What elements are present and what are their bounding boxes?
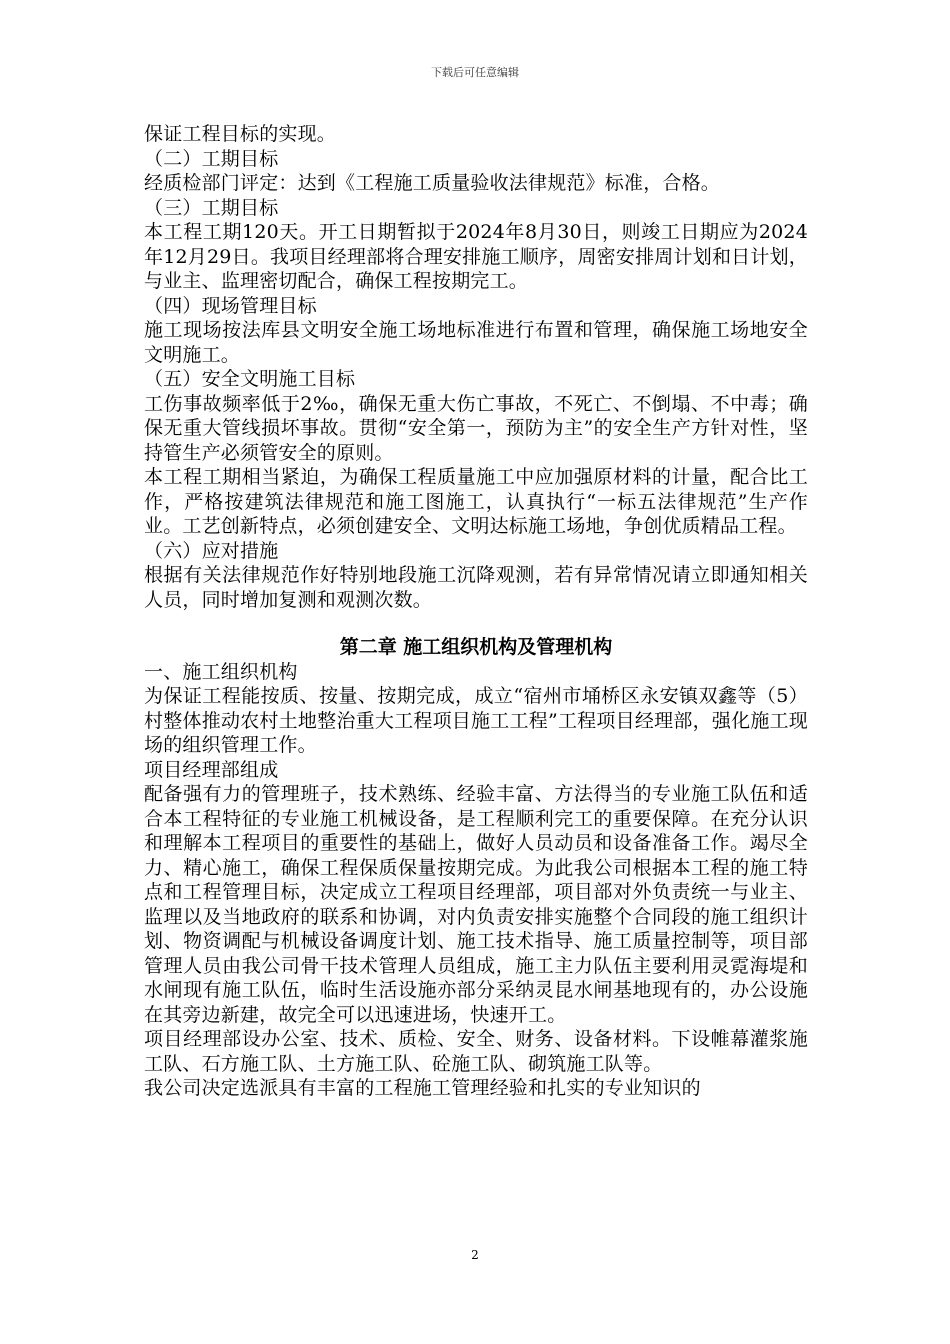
- paragraph: 施工现场按法库县文明安全施工场地标准进行布置和管理，确保施工场地安全文明施工。: [144, 319, 808, 366]
- section-heading: 一、施工组织机构: [144, 660, 298, 683]
- section-heading: （二）工期目标: [144, 147, 279, 170]
- section-heading: （四）现场管理目标: [144, 294, 317, 317]
- section-heading: （六）应对措施: [144, 539, 279, 562]
- section-heading: 项目经理部组成: [144, 758, 279, 781]
- section-heading: （五）安全文明施工目标: [144, 368, 356, 390]
- paragraph: 根据有关法律规范作好特别地段施工沉降观测，若有异常情况请立即通知相关人员，同时增加复测和观测次数。: [144, 564, 808, 611]
- paragraph: 工伤事故频率低于2‰，确保无重大伤亡事故，不死亡、不倒塌、不中毒；确保无重大管线损坏事故。贯彻“安全第一，预防为主”的安全生产方针对性，坚持管生产必须管安全的原则。: [144, 392, 808, 464]
- page-header: 下载后可任意编辑: [431, 66, 519, 79]
- paragraph: 本工程工期相当紧迫，为确保工程质量施工中应加强原材料的计量，配合比工作，严格按建筑法律规范和施工图施工，认真执行“一标五法律规范”生产作业。工艺创新特点，必须创建安全、文明达标施工场地，争创优质精品工程。: [144, 466, 808, 537]
- paragraph: 我公司决定选派具有丰富的工程施工管理经验和扎实的专业知识的: [144, 1077, 701, 1099]
- document-body: [144, 122, 808, 1101]
- paragraph: 本工程工期120天。开工日期暂拟于2024年8月30日，则竣工日期应为2024年12月29日。我项目经理部将合理安排施工顺序，周密安排周计划和日计划，与业主、监理密切配合，确保工程按期完工。: [144, 221, 808, 292]
- chapter-title: 第二章 施工组织机构及管理机构: [339, 636, 613, 658]
- paragraph: 保证工程目标的实现。: [144, 123, 337, 145]
- paragraph: 项目经理部设办公室、技术、质检、安全、财务、设备材料。下设帷幕灌浆施工队、石方施工队、土方施工队、砼施工队、砌筑施工队等。: [144, 1028, 808, 1075]
- paragraph: 为保证工程能按质、按量、按期完成，成立“宿州市埇桥区永安镇双鑫等（5）村整体推动农村土地整治重大工程项目施工工程”工程项目经理部，强化施工现场的组织管理工作。: [144, 685, 808, 756]
- section-heading: （三）工期目标: [144, 196, 279, 219]
- paragraph: 配备强有力的管理班子，技术熟练、经验丰富、方法得当的专业施工队伍和适合本工程特征的专业施工机械设备，是工程顺利完工的重要保障。在充分认识和理解本工程项目的重要性的基础上，做好人员动员和设备准备工作。竭尽全力、精心施工，确保工程保质保量按期完成。为此我公司根据本工程的施工特点和工程管理目标，决定成立工程项目经理部，项目部对外负责统一与业主、监理以及当地政府的联系和协调，对内负责安排实施整个合同段的施工组织计划、物资调配与机械设备调度计划、施工技术指导、施工质量控制等，项目部管理人员由我公司骨干技术管理人员组成，施工主力队伍主要利用灵霓海堤和水闸现有施工队伍，临时生活设施亦部分采纳灵昆水闸基地现有的，办公设施在其旁边新建，故完全可以迅速进场，快速开工。: [144, 783, 808, 1026]
- page-number: 2: [471, 1248, 479, 1262]
- paragraph: 经质检部门评定：达到《工程施工质量验收法律规范》标准，合格。: [144, 172, 721, 194]
